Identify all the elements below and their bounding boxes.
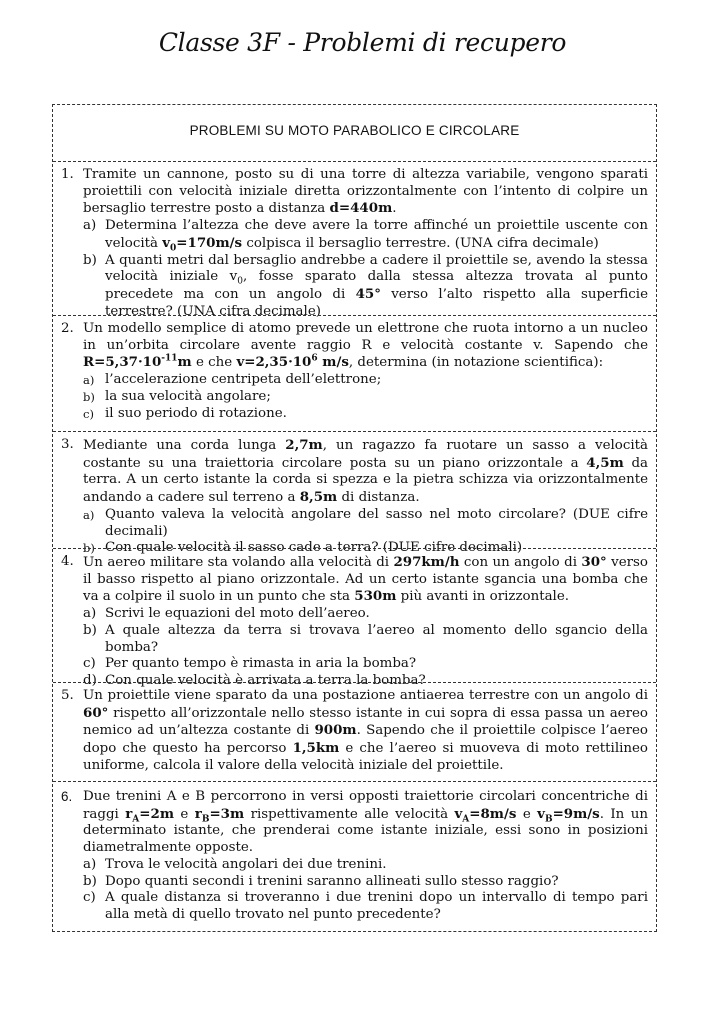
problem-text: Tramite un cannone, posto su di una torre di altezza variabile, vengono sparati proiettili con velocità iniziale diretta orizzontalmente con l’intento di colpire un bersaglio terrestre posto a distanza d=440m.	[83, 167, 648, 217]
problem-text: Un modello semplice di atomo prevede un elettrone che ruota intorno a un nucleo in un’orbita circolare avente raggio R e velocità costante v. Sapendo che $R=5,37\cdot 10^{-11}m$ e che $v=2,35\cdot 10^6$ m/s, determina (in notazione scientifica):	[83, 321, 648, 371]
problem-6	[61, 789, 648, 924]
sub-question-b: b) Dopo quanti secondi i trenini saranno allineati sullo stesso raggio?	[83, 873, 559, 889]
sub-question-a: a) l’accelerazione centripeta dell’elettrone;	[83, 372, 382, 388]
problem-text: Un proiettile viene sparato da una postazione antiaerea terrestre con un angolo di 60° rispetto all’orizzontale nello stesso istante in cui sopra di essa passa un aereo nemico ad un’altezza costante di 900m. Sapendo che il proiettile colpisce l’aereo dopo che questo ha percorso 1,5km e che l’aereo si muoveva di moto rettilineo uniforme, calcola il valore della velocità iniziale del proiettile.	[83, 688, 648, 773]
problem-divider	[53, 431, 656, 432]
page-title: Classe 3F - Problemi di recupero	[158, 28, 567, 57]
sub-question-b: b) la sua velocità angolare;	[83, 388, 271, 404]
sub-question-c: c) il suo periodo di rotazione.	[83, 405, 287, 421]
problems-box	[52, 104, 657, 932]
problem-3	[61, 437, 648, 557]
problem-divider	[53, 548, 656, 549]
problem-number: 1.	[61, 167, 74, 182]
problem-text: Due trenini A e B percorrono in versi opposti traiettorie circolari concentriche di raggi $r_A=2m$ e $r_B=3m$ rispettivamente alle velocità $v_A=8m/s$ e $v_B=9m/s$. In un determinato istante, che prenderai come istante iniziale, essi sono in posizioni diametralmente opposte.	[83, 789, 648, 856]
problem-number: 3.	[61, 437, 74, 452]
problem-divider	[53, 781, 656, 782]
section-header: PROBLEMI SU MOTO PARABOLICO E CIRCOLARE	[189, 123, 520, 138]
problem-number: 4.	[61, 554, 74, 569]
sub-question-a: a) Trova le velocità angolari dei due trenini.	[83, 856, 387, 872]
sub-question-b: b) Con quale velocità il sasso cade a terra? (DUE cifre decimali)	[83, 540, 523, 556]
problem-divider	[53, 315, 656, 316]
sub-question-c: c) A quale distanza si troveranno i due trenini dopo un intervallo di tempo pari alla metà di quello trovato nel punto precedente?	[83, 890, 648, 922]
sub-question-d: d) Con quale velocità è arrivata a terra la bomba?	[83, 672, 426, 688]
problem-divider	[53, 682, 656, 683]
problem-number: 6.	[61, 789, 73, 804]
sub-question-a: a) Quanto valeva la velocità angolare del sasso nel moto circolare? (DUE cifre decimali)	[83, 506, 648, 539]
sub-question-b: b) A quale altezza da terra si trovava l’aereo al momento dello sgancio della bomba?	[83, 622, 648, 655]
sub-question-a: a) Scrivi le equazioni del moto dell’aereo.	[83, 606, 370, 622]
sub-question-a: a) Determina l’altezza che deve avere la torre affinché un proiettile uscente con velocità $v_0=170m/s$ colpisca il bersaglio terrestre. (UNA cifra decimale)	[83, 218, 648, 254]
problem-2	[61, 321, 648, 422]
problem-number: 2.	[61, 321, 74, 336]
problem-1	[61, 167, 648, 320]
problem-number: 5.	[61, 688, 74, 703]
sub-question-b: b) A quanti metri dal bersaglio andrebbe a cadere il proiettile se, avendo la stessa velocità iniziale $v_0$, fosse sparato dalla stessa altezza trovata al punto precedete ma con un angolo di 45° verso l’alto rispetto alla superficie terrestre? (UNA cifra decimale)	[83, 252, 649, 319]
problem-divider	[53, 161, 656, 162]
problem-4	[61, 554, 648, 690]
problem-text: Mediante una corda lunga 2,7m, un ragazzo fa ruotare un sasso a velocità costante su una traiettoria circolare posta su un piano orizzontale a 4,5m da terra. A un certo istante la corda si spezza e la pietra schizza via orizzontalmente andando a cadere sul terreno a 8,5m di distanza.	[83, 437, 649, 506]
problem-5	[61, 688, 648, 775]
problem-text: Un aereo militare sta volando alla velocità di 297km/h con un angolo di 30° verso il basso rispetto al piano orizzontale. Ad un certo istante sgancia una bomba che va a colpire il suolo in un punto che sta 530m più avanti in orizzontale.	[83, 554, 648, 605]
sub-question-c: c) Per quanto tempo è rimasta in aria la bomba?	[83, 656, 417, 672]
